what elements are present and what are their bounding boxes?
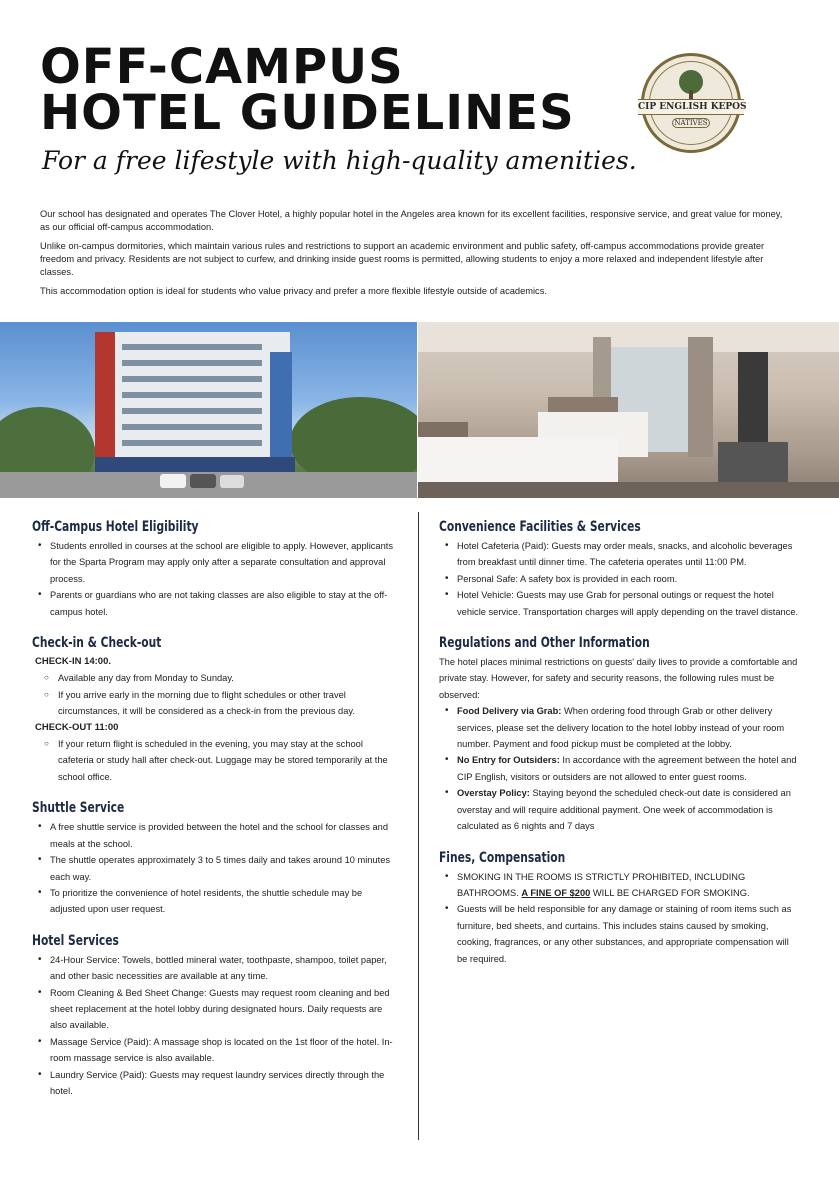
section-heading: Shuttle Service: [32, 800, 125, 817]
column-divider: [418, 512, 419, 1140]
smoking-rule-end: WILL BE CHARGED FOR SMOKING.: [590, 887, 750, 898]
fines-list: [439, 869, 799, 967]
list-item: ○ If you arrive early in the morning due to flight schedules or other travel circumstances, it will be considered as a check-in from the previous day.: [32, 687, 397, 720]
rule-label: No Entry for Outsiders:: [457, 755, 560, 766]
school-logo: [638, 53, 747, 153]
list-item: [439, 785, 799, 834]
rule-text: In accordance with the agreement between the hotel and CIP English, visitors or outsiders are not allowed to enter guest rooms.: [457, 755, 797, 782]
regulations-intro: The hotel places minimal restrictions on guests' daily lives to provide a comfortable and private stay. However, for safety and security reasons, the following rules must be observed:: [439, 657, 798, 700]
list-item: [439, 752, 799, 785]
section-heading: Convenience Facilities & Services: [439, 519, 641, 535]
checkout-list: [32, 736, 397, 785]
page-subtitle: For a free lifestyle with high-quality amenities.: [42, 146, 637, 175]
list-item: • The shuttle operates approximately 3 to 5 times daily and takes around 10 minutes each way.: [32, 852, 397, 885]
facilities-list: [439, 538, 799, 620]
list-item: • Students enrolled in courses at the school are eligible to apply. However, applicants for the Sparta Program may apply only after a separate consultation and approval process.: [32, 538, 397, 587]
rule-text: When ordering food through Grab or other delivery services, please set the delivery location to the hotel lobby instead of your room number. Payment and food pickup must be completed at the lobby.: [457, 706, 785, 750]
list-item: • To prioritize the convenience of hotel residents, the shuttle schedule may be adjusted upon user request.: [32, 885, 397, 918]
list-item: • Parents or guardians who are not taking classes are also eligible to stay at the off-campus hotel.: [32, 587, 397, 620]
list-item: • Room Cleaning & Bed Sheet Change: Guests may request room cleaning and bed sheet replacement at the hotel lobby during designated hours. Daily requests are also available.: [32, 985, 397, 1034]
intro-section: [40, 208, 790, 304]
checkout-label: CHECK-OUT 11:00: [35, 721, 119, 733]
logo-text: CIP ENGLISH KEPOS: [638, 99, 744, 115]
checkin-label: CHECK-IN 14:00.: [35, 656, 112, 668]
services-list: [32, 952, 397, 1100]
rule-label: Food Delivery via Grab:: [457, 706, 562, 717]
hotel-exterior-illustration: [0, 322, 417, 498]
hotel-exterior-photo: [0, 322, 417, 498]
section-heading: Off-Campus Hotel Eligibility: [32, 519, 199, 535]
list-item: • Hotel Cafeteria (Paid): Guests may order meals, snacks, and alcoholic beverages from breakfast until dinner time. The cafeteria operates until 11:00 PM.: [439, 538, 799, 571]
section-heading: Hotel Services: [32, 932, 119, 949]
list-item: ○ Available any day from Monday to Sunday.: [32, 670, 397, 686]
logo-subtext: NATIVES: [672, 118, 710, 128]
page-title: [40, 39, 575, 141]
list-item: [439, 703, 799, 752]
list-item: • Laundry Service (Paid): Guests may request laundry services directly through the hotel.: [32, 1067, 397, 1100]
hotel-room-photo: [418, 322, 839, 498]
hotel-room-illustration: [418, 322, 839, 498]
list-item: [439, 869, 799, 902]
rule-text: Staying beyond the scheduled check-out date is considered an overstay and will require additional payment. One week of accommodation is calculated as 6 nights and 7 days: [457, 788, 791, 832]
section-heading: Regulations and Other Information: [439, 635, 650, 652]
section-heading: Check-in & Check-out: [32, 635, 162, 652]
rule-label: Overstay Policy:: [457, 788, 530, 799]
fine-amount: A FINE OF $200: [521, 887, 591, 898]
shuttle-list: [32, 819, 397, 917]
title-line-1: OFF-CAMPUS: [40, 39, 404, 95]
left-column: [32, 516, 397, 1099]
list-item: • A free shuttle service is provided between the hotel and the school for classes and meals at the school.: [32, 819, 397, 852]
list-item: • Hotel Vehicle: Guests may use Grab for personal outings or request the hotel vehicle service. Transportation charges will apply depending on the travel distance.: [439, 587, 799, 620]
list-item: • 24-Hour Service: Towels, bottled mineral water, toothpaste, shampoo, toilet paper, and other basic necessities are available at any time.: [32, 952, 397, 985]
right-column: [439, 516, 799, 967]
intro-paragraph: Our school has designated and operates The Clover Hotel, a highly popular hotel in the Angeles area known for its excellent facilities, responsive service, and great value for money, as our official off-campus accommodation.: [40, 209, 783, 232]
smoking-rule: SMOKING IN THE ROOMS IS STRICTLY PROHIBITED, INCLUDING BATHROOMS.: [457, 871, 746, 898]
list-item: • Massage Service (Paid): A massage shop is located on the 1st floor of the hotel. In-room massage service is also available.: [32, 1034, 397, 1067]
intro-paragraph: Unlike on-campus dormitories, which maintain various rules and restrictions to support an academic environment and public safety, off-campus accommodations provide greater freedom and privacy. Residents are not subject to curfew, and drinking inside guest rooms is permitted, allowing students to enjoy a more relaxed and independent lifestyle after classes.: [40, 241, 765, 277]
list-item: ○ If your return flight is scheduled in the evening, you may stay at the school cafeteria or study hall after check-out. Luggage may be stored temporarily at the school office.: [32, 736, 397, 785]
title-line-2: HOTEL GUIDELINES: [40, 85, 575, 141]
list-item: • Guests will be held responsible for any damage or staining of room items such as furniture, bed sheets, and curtains. This includes stains caused by smoking, cooking, fragrances, or any other substances, and appropriate compensation will be required.: [439, 901, 799, 967]
list-item: • Personal Safe: A safety box is provided in each room.: [439, 571, 799, 587]
eligibility-list: [32, 538, 397, 620]
regulations-list: [439, 703, 799, 834]
section-heading: Fines, Compensation: [439, 849, 566, 866]
checkin-list: [32, 670, 397, 719]
intro-paragraph: This accommodation option is ideal for students who value privacy and prefer a more flexible lifestyle outside of academics.: [40, 286, 547, 296]
